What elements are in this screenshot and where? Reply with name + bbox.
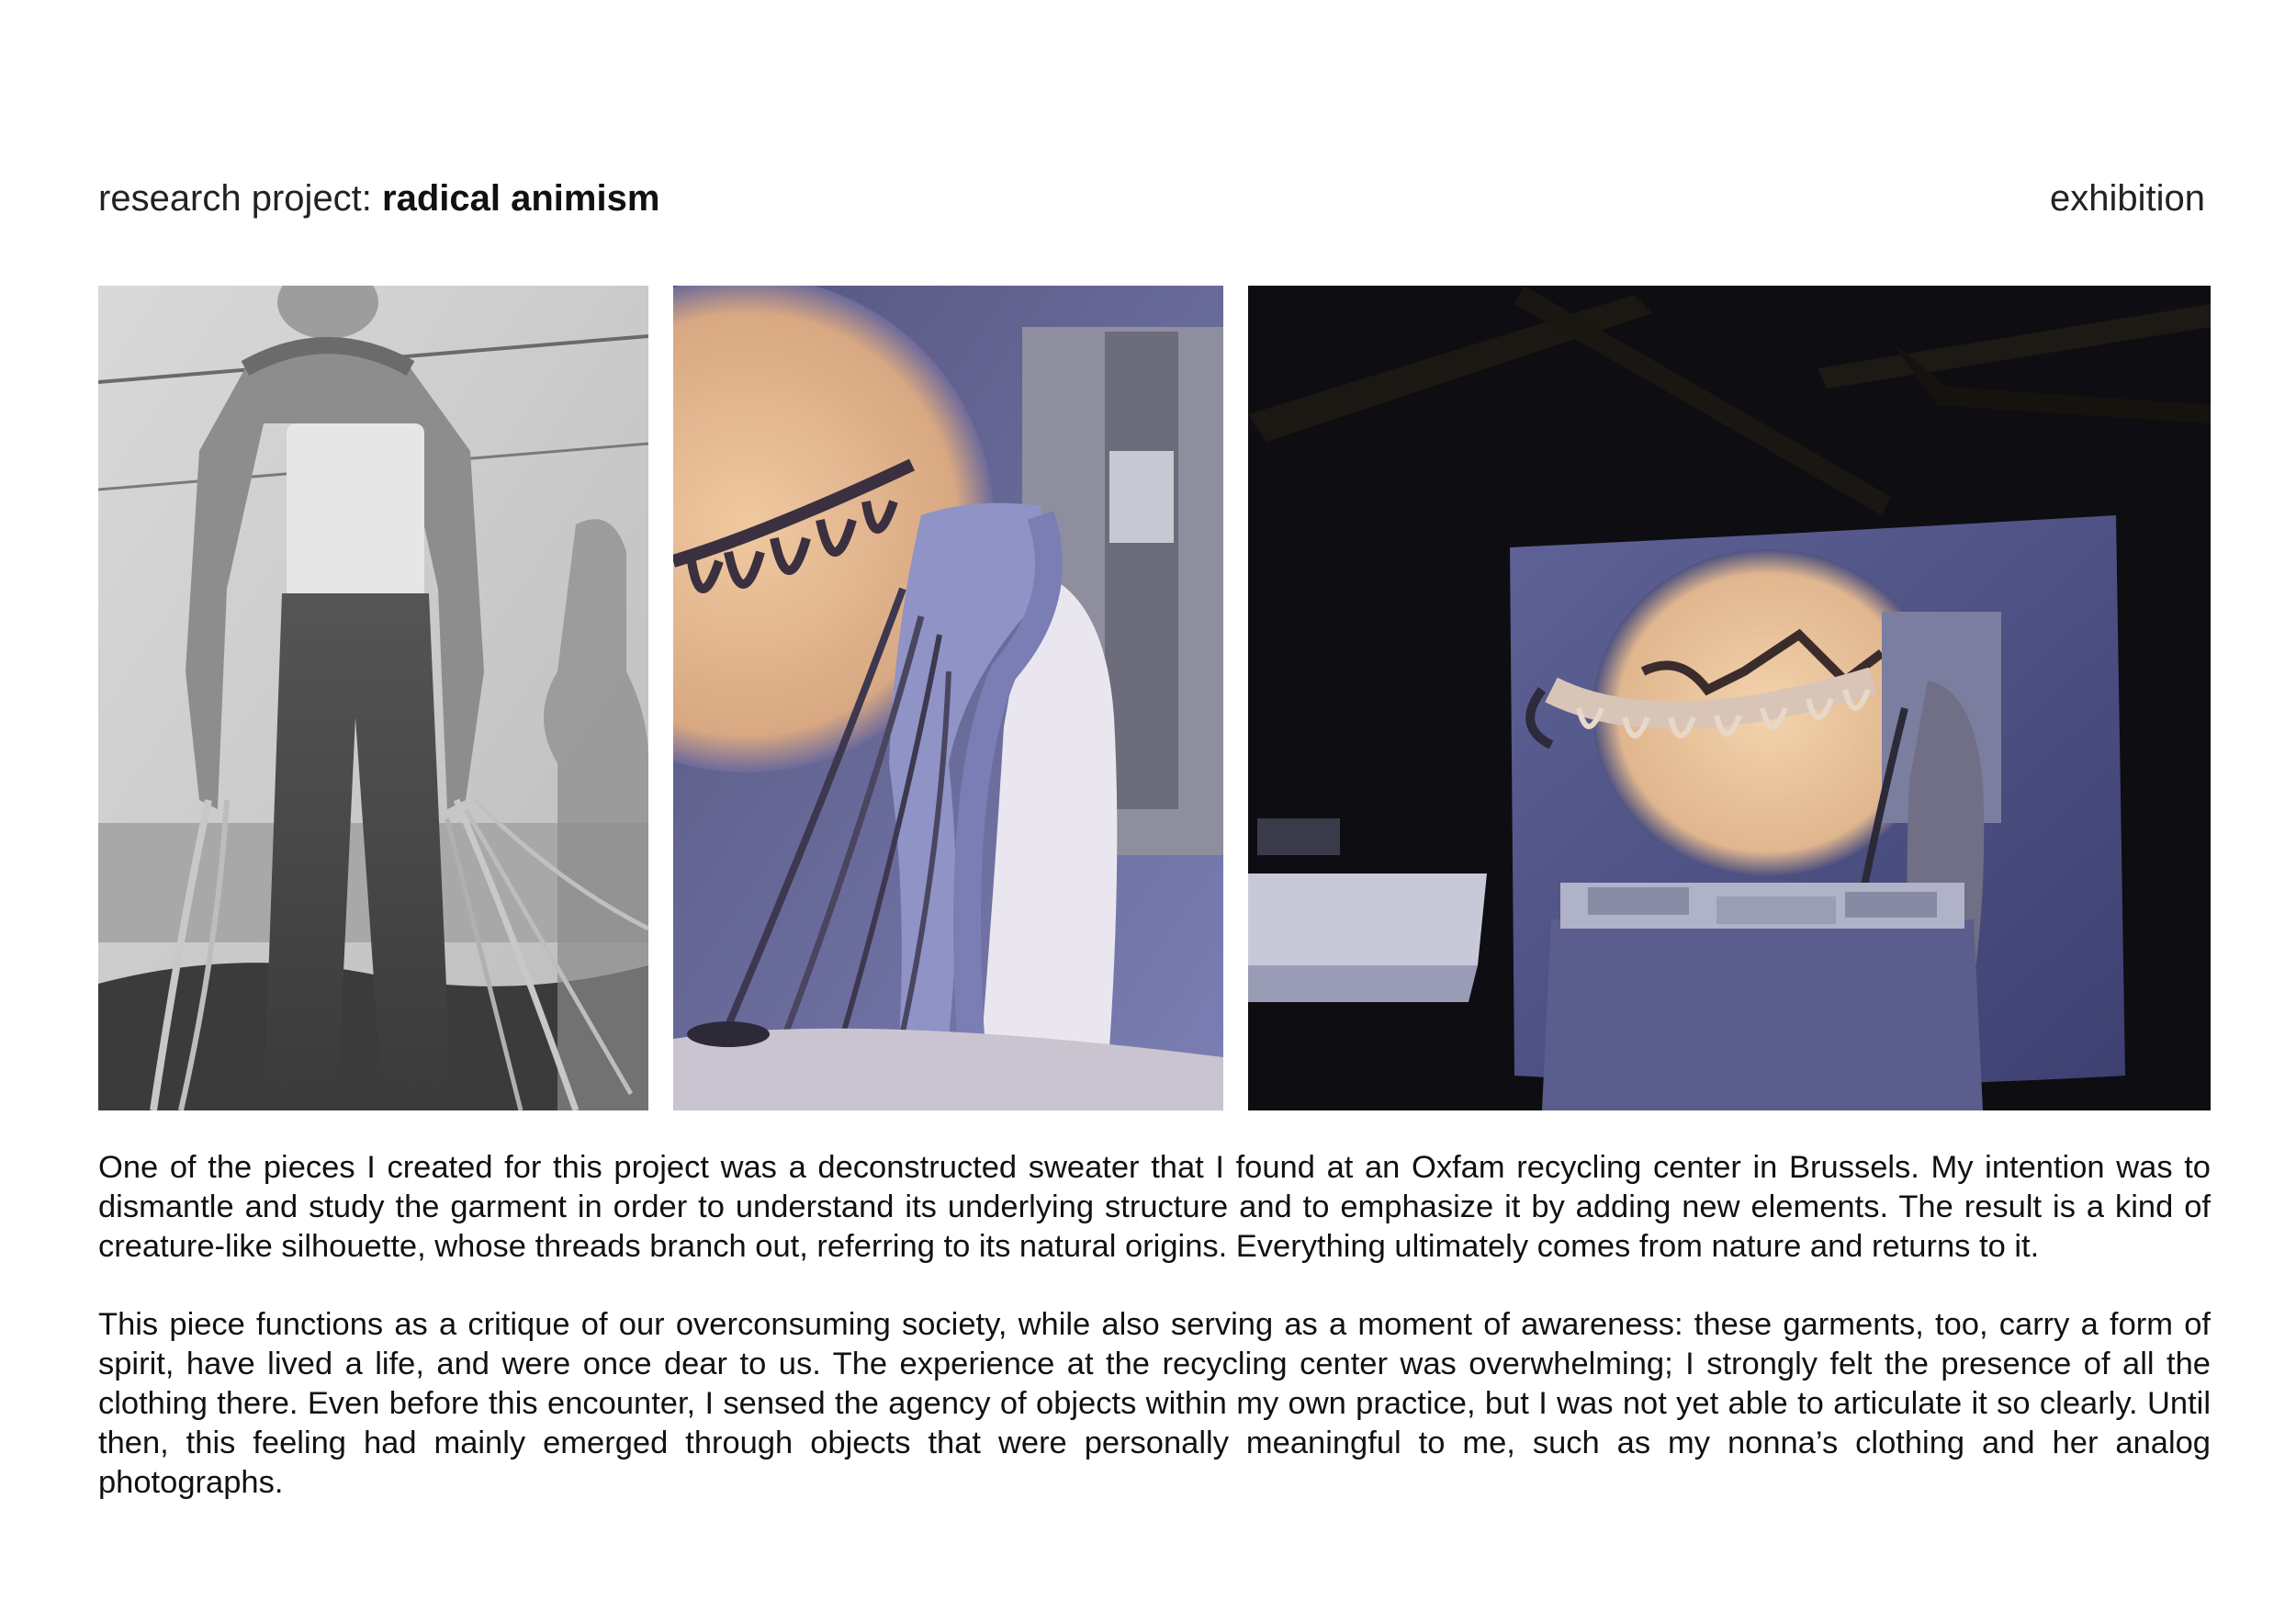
section-label: exhibition — [2049, 178, 2205, 219]
project-title-name: radical animism — [382, 178, 660, 219]
photo-exhibition-installation — [1248, 286, 2211, 1110]
project-title — [98, 173, 659, 224]
body-paragraph-2: This piece functions as a critique of our overconsuming society, while also serving as a moment of awareness: these garments, too, carry a form of spirit, have lived a life, and were once dear to us. The experience at the recycling center was overwhelming; I strongly felt the presence of all the clothing there. Even before this encounter, I sensed the agency of objects within my own practice, but I was not yet able to articulate it so clearly. Until then, this feeling had mainly emerged through objects that were personally meaningful to me, such as my nonna’s clothing and her analog photographs. — [98, 1307, 2211, 1500]
photo-sweater-worn — [98, 286, 648, 1110]
photo-sweater-on-mannequin — [673, 286, 1223, 1110]
page-header — [98, 173, 2205, 224]
body-paragraph-1: One of the pieces I created for this project was a deconstructed sweater that I found at an Oxfam recycling center in Brussels. My intention was to dismantle and study the garment in order to understand its underlying structure and to emphasize it by adding new elements. The result is a kind of creature-like silhouette, whose threads branch out, referring to its natural origins. Everything ultimately comes from nature and returns to it. — [98, 1150, 2211, 1264]
project-title-prefix: research project: — [98, 178, 383, 219]
